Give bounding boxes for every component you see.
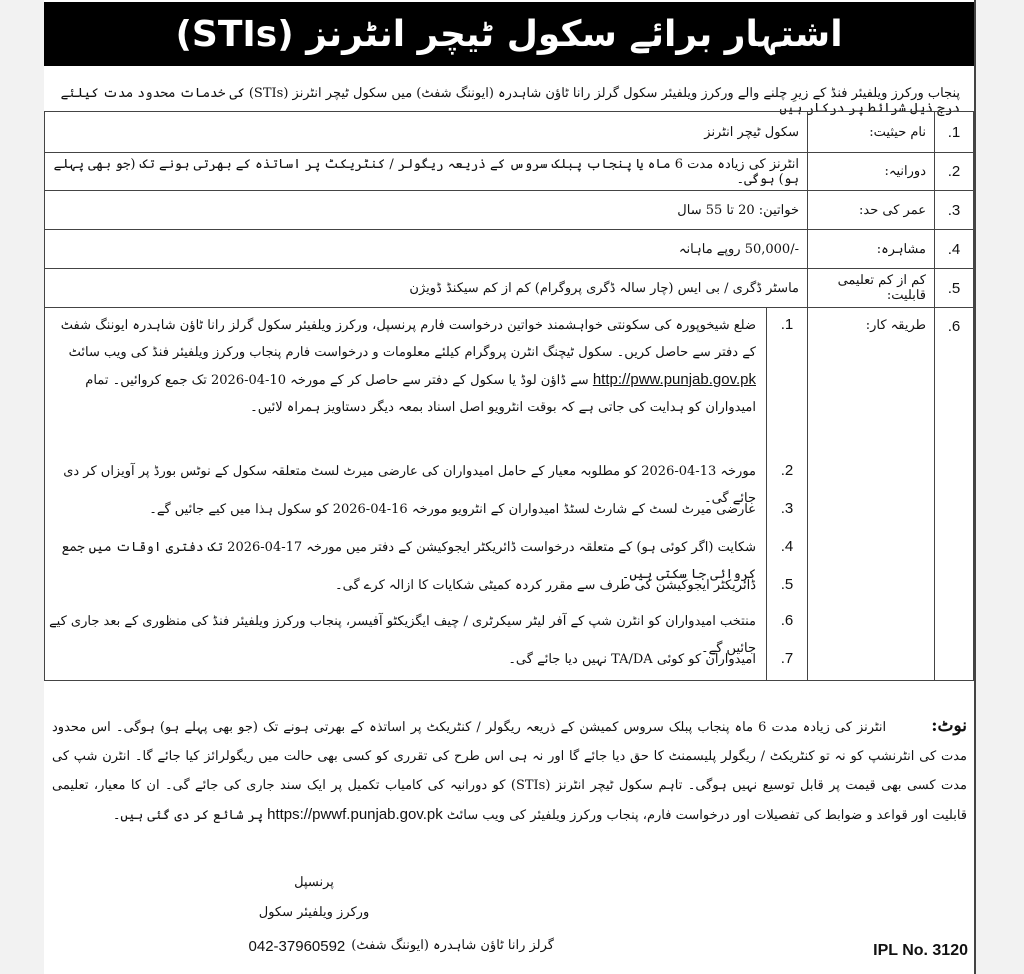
table-row (45, 112, 974, 153)
item-text: عارضی میرٹ لسٹ کے شارٹ لسٹڈ امیدواران کے انٹرویو مورخہ 16-04-2026 کو سکول ہذا میں کیے جائیں گے۔ (149, 502, 756, 517)
procedure-item (45, 642, 807, 680)
procedure-item (45, 492, 807, 530)
table-row (45, 153, 974, 191)
procedure-list (45, 308, 807, 680)
signatory-title: پرنسپل (294, 875, 334, 890)
table-row (45, 269, 974, 308)
procedure-cell (45, 308, 808, 681)
procedure-item (45, 568, 807, 604)
item-text: ڈائریکٹر ایجوکیشن کی طرف سے مقرر کردہ کمیٹی شکایات کا ازالہ کرے گی۔ (335, 578, 756, 593)
ipl-number: IPL No. 3120 (873, 942, 968, 959)
procedure-item (45, 530, 807, 582)
row-number: 4. (935, 230, 974, 269)
page-title: اشتہار برائے سکول ٹیچر انٹرنز (STIs) (175, 13, 843, 55)
item-number: 2. (766, 454, 807, 492)
row-number: 1. (935, 112, 974, 153)
title-banner (44, 2, 974, 66)
row-value: ماسٹر ڈگری / بی ایس (چار سالہ ڈگری پروگرام) کم از کم سیکنڈ ڈویژن (45, 269, 808, 308)
table-row (45, 308, 974, 681)
signatory-address: گرلز رانا ٹاؤن شاہدرہ (ایوننگ شفٹ) (351, 938, 554, 953)
item-number: 7. (766, 642, 807, 680)
row-number: 3. (935, 191, 974, 230)
item-number: 5. (766, 568, 807, 604)
row-value: -/50,000 روپے ماہانہ (45, 230, 808, 269)
item-number: 4. (766, 530, 807, 568)
procedure-item (45, 604, 807, 656)
row-label: عمر کی حد: (808, 191, 935, 230)
row-label: نام حیثیت: (808, 112, 935, 153)
item-text: مورخہ 13-04-2026 کو مطلوبہ معیار کے حامل امیدواران کی عارضی میرٹ لسٹ متعلقہ سکول کے نوٹس بورڈ پر آویزاں کر دی جائے گی۔ (63, 464, 756, 506)
website-link[interactable]: http://pww.punjab.gov.pk (592, 371, 756, 388)
advertisement-page (44, 0, 976, 974)
signature-block (194, 868, 434, 928)
row-value: سکول ٹیچر انٹرنز (45, 112, 808, 153)
item-text: شکایت (اگر کوئی ہو) کے متعلقہ درخواست ڈائریکٹر ایجوکیشن کے دفتر میں مورخہ 17-04-2026 تک دفتری اوقات میں جمع کروائی جا سکتی ہیں۔ (61, 540, 756, 582)
signatory-org: ورکرز ویلفیئر سکول (258, 905, 370, 920)
item-text-part: ضلع شیخوپورہ کی سکونتی خواہشمند خواتین درخواست فارم پرنسپل، ورکرز ویلفیئر سکول گرلز رانا ٹاؤن شاہدرہ ایوننگ شفٹ کے دفتر سے حاصل کریں۔ سکول ٹیچنگ انٹرن پروگرام کیلئے معلومات و درخواست فارم پنجاب ورکرز ویلفیئر فنڈ کی ویب سائٹ (60, 318, 756, 360)
row-number: 5. (935, 269, 974, 308)
item-number: 6. (766, 604, 807, 642)
intro-text: پنجاب ورکرز ویلفیئر فنڈ کے زیرِ چلنے والے ورکرز ویلفیئر سکول گرلز رانا ٹاؤن شاہدرہ (ایوننگ شفٹ) میں سکول ٹیچر انٹرنز (STIs) کی خدمات محدود مدت کیلئے درج ذیل شرائط پر درکار ہیں۔ (60, 86, 960, 116)
procedure-item (45, 454, 807, 506)
row-label: طریقہ کار: (808, 308, 935, 681)
item-text-part: سے ڈاؤن لوڈ یا سکول کے دفتر سے حاصل کر کے مورخہ 10-04-2026 تک جمع کروائیں۔ تمام امیدواران کو ہدایت کی جاتی ہے کہ بوقت انٹرویو اصل اسناد بمعہ دیگر دستاویز ہمراہ لائیں۔ (85, 373, 756, 415)
table-row (45, 230, 974, 269)
item-text (45, 308, 766, 454)
note-text: انٹرنز کی زیادہ مدت 6 ماہ پنجاب پبلک سروس کمیشن کے ذریعہ ریگولر / کنٹریکٹ پر اساتذہ کے بھرتی ہونے تک (جو بھی پہلے ہو) ہوگی۔ اس محدود مدت کی انٹرنشپ کو نہ تو کنٹریکٹ / ریگولر پلیسمنٹ کا حق دیا جائے گا اور نہ ہی اس طرح کی تقرری کو کسی بھی حالت میں ریگولرائز کیا جائے گا۔ انٹرن شپ کی مدت کسی بھی قیمت پر قابل توسیع نہیں ہوگی۔ تاہم سکول ٹیچر انٹرنز (STIs) کو دورانیہ کی کامیاب تکمیل پر ایک سند جاری کی جائے گی۔ ان کا معیار، تعلیمی قابلیت اور قواعد و ضوابط کی تفصیلات اور درخواست فارم، پنجاب ورکرز ویلفیئر کی ویب سائٹ (52, 720, 968, 823)
phone-number: 042-37960592 (248, 938, 346, 955)
row-label: کم از کم تعلیمی قابلیت: (808, 269, 935, 308)
signatory-address-line (194, 938, 554, 955)
procedure-item (45, 308, 807, 454)
item-number: 1. (766, 308, 807, 454)
row-number: 6. (935, 308, 974, 681)
note-label: نوٹ: (931, 716, 968, 736)
conditions-table (44, 111, 974, 681)
note-text-end: پر شائع کر دی گئی ہیں۔ (112, 808, 263, 823)
table-row (45, 191, 974, 230)
row-label: مشاہرہ: (808, 230, 935, 269)
item-text: منتخب امیدواران کو انٹرن شپ کے آفر لیٹر سیکرٹری / چیف ایگزیکٹو آفیسر، پنجاب ورکرز ویلفیئر فنڈ کی منظوری کے بعد جاری کیے جائیں گے۔ (49, 614, 756, 656)
row-value: انٹرنز کی زیادہ مدت 6 ماہ یا پنجاب پبلک سروس کے ذریعہ ریگولر / کنٹریکٹ پر اساتذہ کے بھرتی ہونے تک (جو بھی پہلے ہو) ہوگی۔ (45, 153, 808, 191)
row-value: خواتین: 20 تا 55 سال (45, 191, 808, 230)
website-link[interactable]: https://pwwf.punjab.gov.pk (267, 806, 443, 823)
item-number: 3. (766, 492, 807, 530)
note-section (52, 712, 967, 830)
item-text: امیدواران کو کوئی TA/DA نہیں دیا جائے گی۔ (508, 652, 756, 667)
row-label: دورانیہ: (808, 153, 935, 191)
row-number: 2. (935, 153, 974, 191)
